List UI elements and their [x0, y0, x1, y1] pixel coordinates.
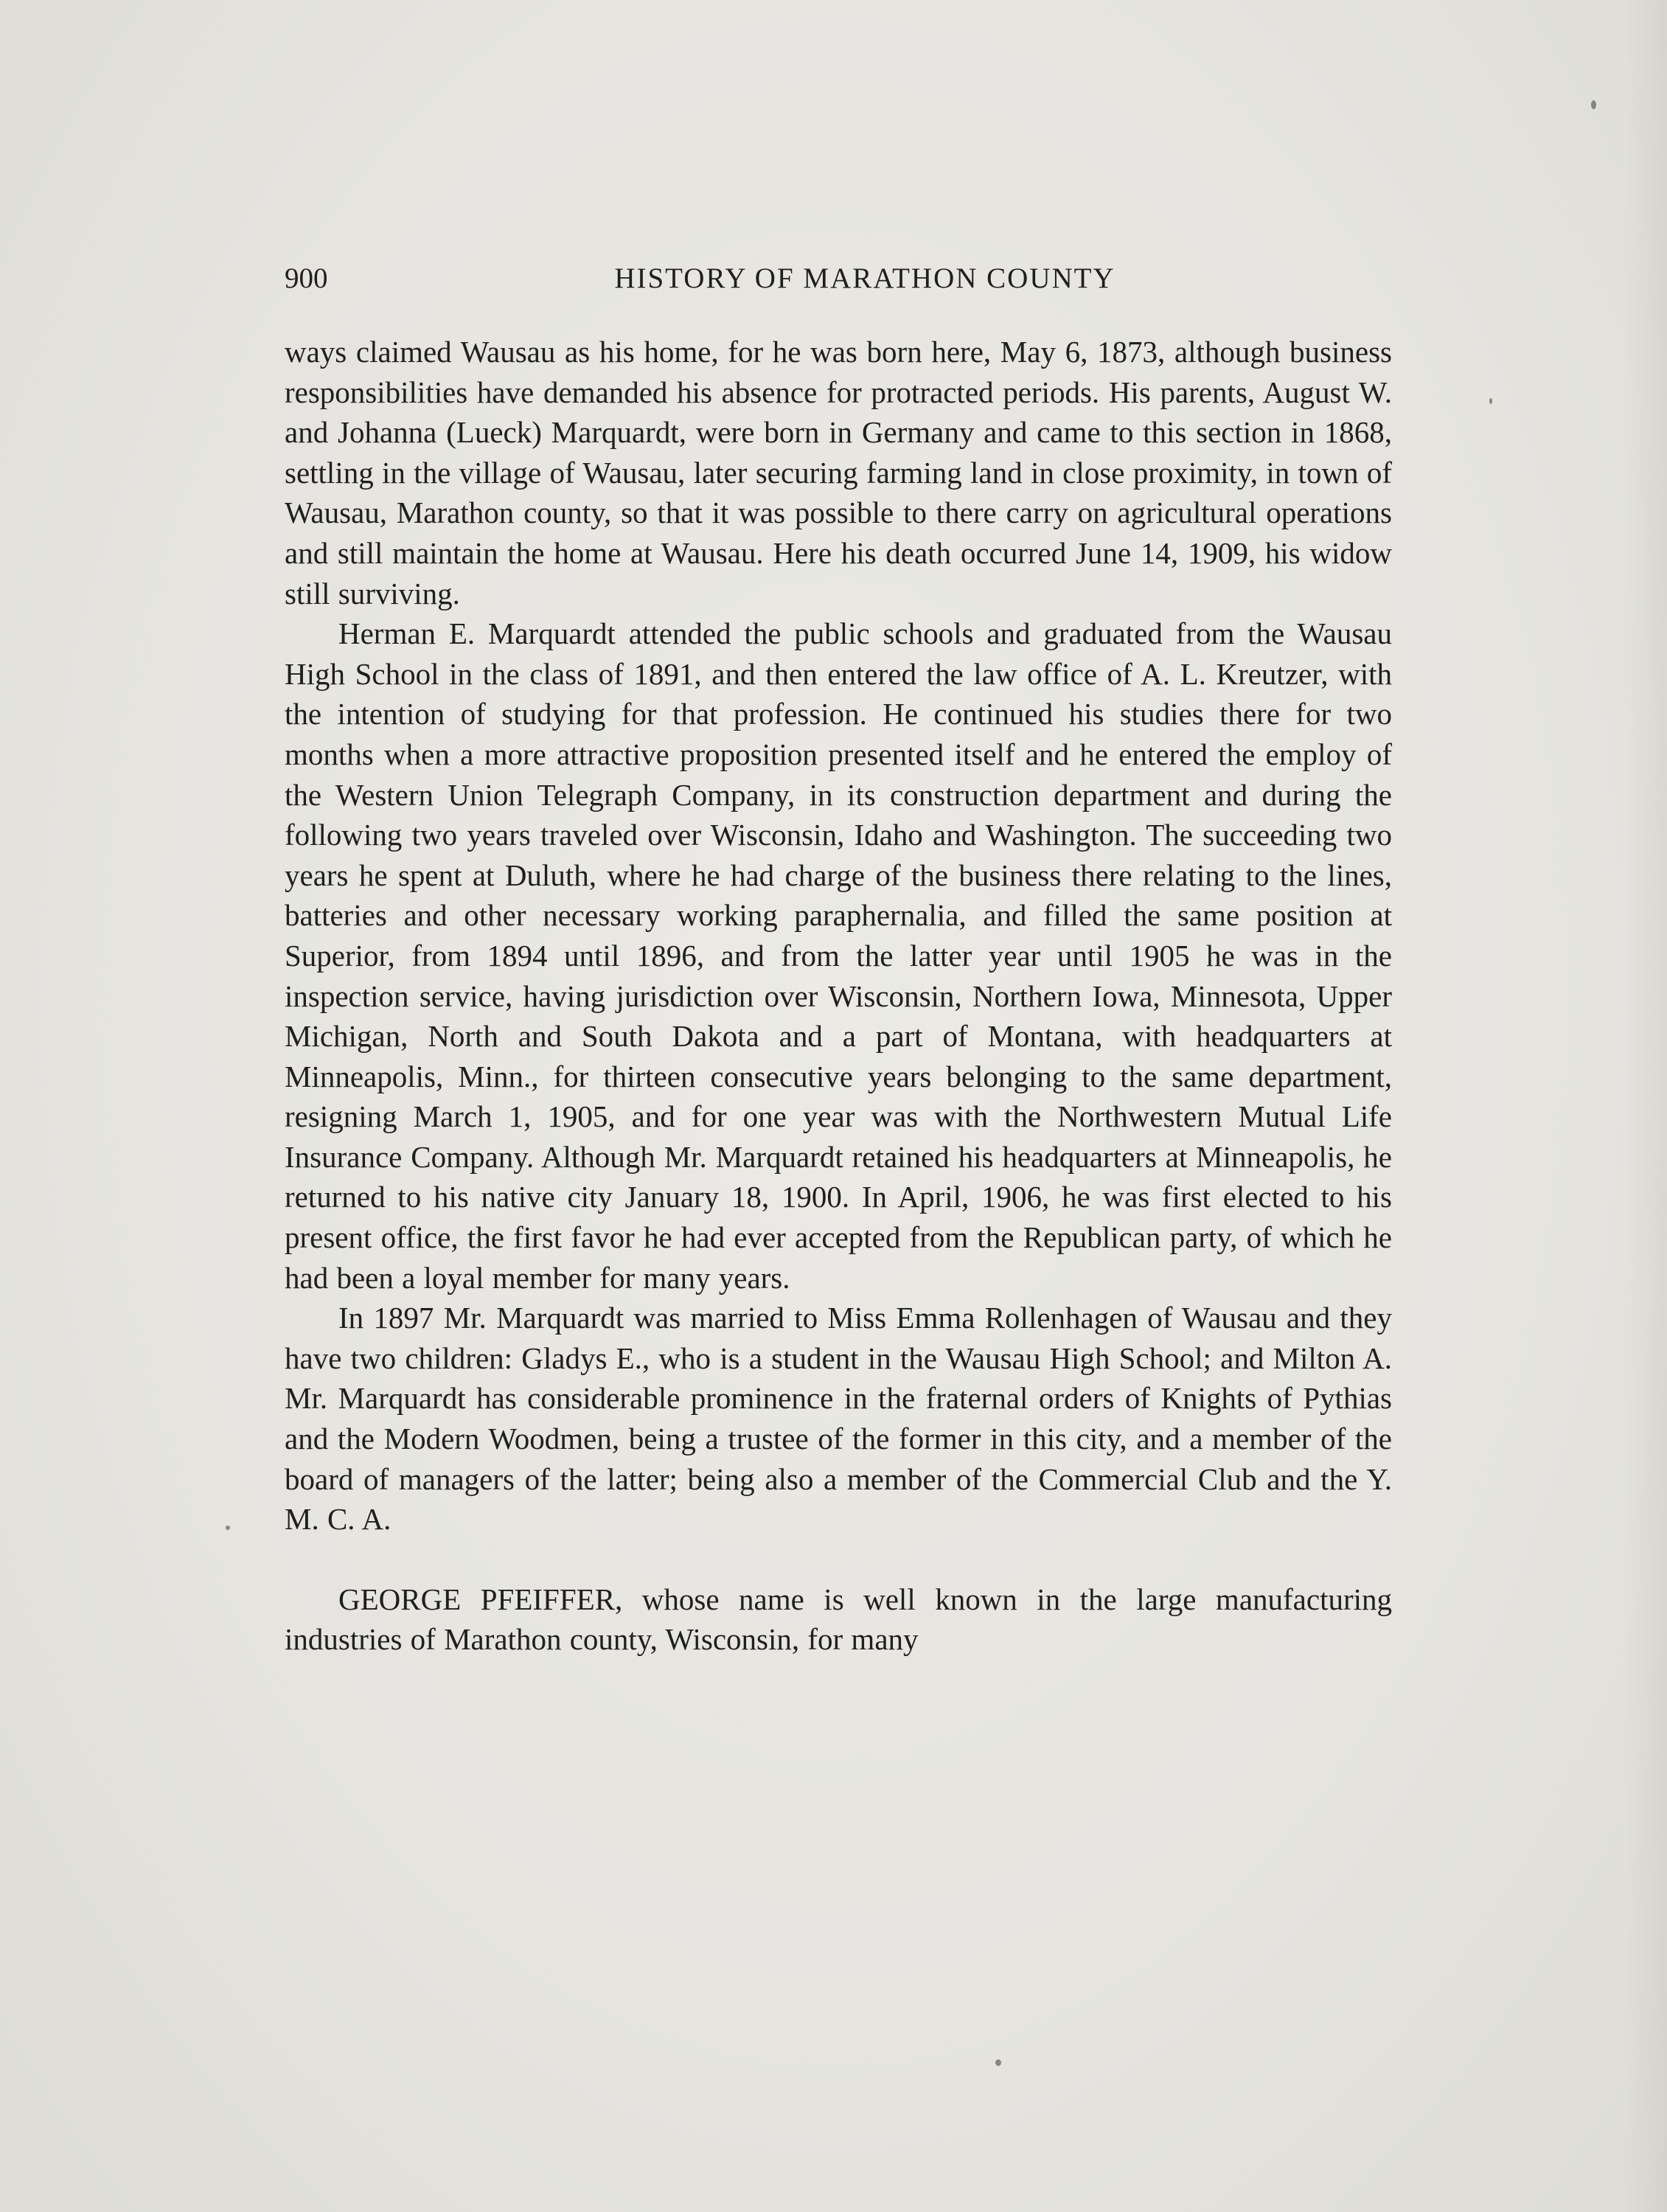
- page-edge-shadow: [1623, 0, 1667, 2212]
- body-text: [285, 332, 1392, 1660]
- paragraph-family: In 1897 Mr. Marquardt was married to Miss Emma Rollenhagen of Wausau and they have two children: Gladys E., who is a student in the Wausau High School; and Milton A. Mr. Marquardt has considerable prominence in the fraternal orders of Knights of Pythias and the Modern Woodmen, being a trustee of the former in this city, and a member of the board of managers of the latter; being also a member of the Commercial Club and the Y. M. C. A.: [285, 1301, 1392, 1537]
- paragraph-new-biography: GEORGE PFEIFFER, whose name is well known in the large manufacturing industries of Marathon county, Wisconsin, for many: [285, 1582, 1392, 1657]
- paper-speck: [1489, 398, 1492, 404]
- page-number: 900: [285, 262, 328, 294]
- paper-speck: [995, 2059, 1001, 2066]
- paragraph-career: Herman E. Marquardt attended the public schools and graduated from the Wausau High School in the class of 1891, and then entered the law office of A. L. Kreutzer, with the intention of studying for that profession. He continued his studies there for two months when a more attractive proposition presented itself and he entered the employ of the Western Union Telegraph Company, in its construction department and during the following two years traveled over Wisconsin, Idaho and Washington. The succeeding two years he spent at Duluth, where he had charge of the business there relating to the lines, batteries and other necessary working paraphernalia, and filled the same position at Superior, from 1894 until 1896, and from the latter year until 1905 he was in the inspection service, having jurisdiction over Wisconsin, Northern Iowa, Minnesota, Upper Michigan, North and South Dakota and a part of Montana, with headquarters at Minneapolis, Minn., for thirteen consecutive years belonging to the same department, resigning March 1, 1905, and for one year was with the Northwestern Mutual Life Insurance Company. Although Mr. Marquardt retained his headquarters at Minneapolis, he returned to his native city January 18, 1900. In April, 1906, he was first elected to his present office, the first favor he had ever accepted from the Republican party, of which he had been a loyal member for many years.: [285, 616, 1392, 1295]
- running-header: [285, 262, 1392, 306]
- paper-speck: [226, 1526, 230, 1530]
- paper-speck: [1591, 100, 1596, 109]
- paragraph-continued: ways claimed Wausau as his home, for he was born here, May 6, 1873, although business responsibilities have demanded his absence for protracted periods. His parents, August W. and Johanna (Lueck) Marquardt, were born in Germany and came to this section in 1868, settling in the village of Wausau, later securing farming land in close proximity, in town of Wausau, Marathon county, so that it was possible to there carry on agricultural operations and still maintain the home at Wausau. Here his death occurred June 14, 1909, his widow still surviving.: [285, 335, 1392, 611]
- running-title: HISTORY OF MARATHON COUNTY: [614, 262, 1116, 294]
